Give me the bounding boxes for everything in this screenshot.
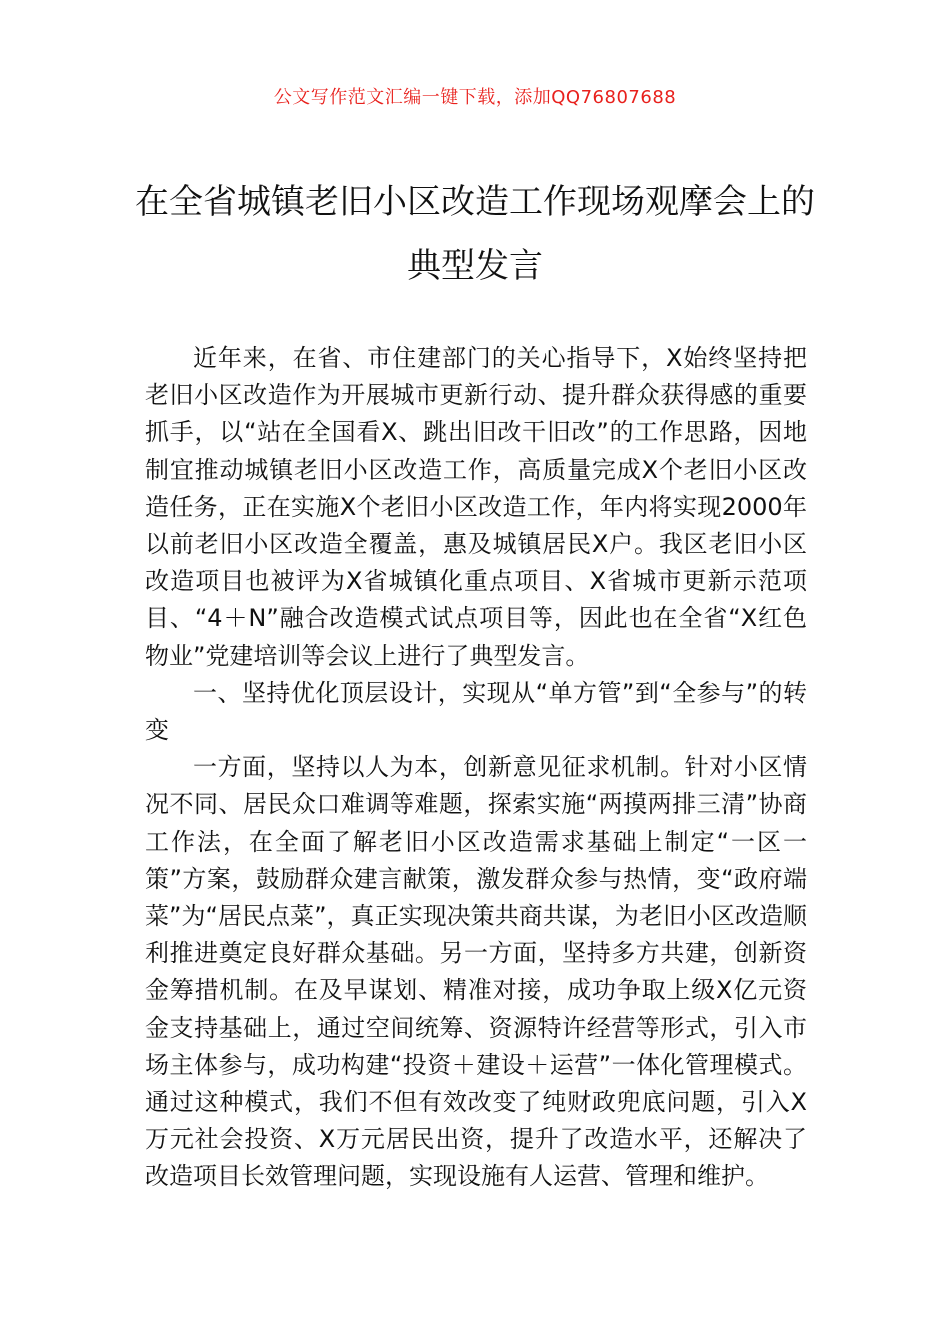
paragraph-section-1: 一方面，坚持以人为本，创新意见征求机制。针对小区情况不同、居民众口难调等难题，探索实施“两摸两排三清”协商工作法，在全面了解老旧小区改造需求基础上制定“一区一策”方案，鼓励群众建言献策，激发群众参与热情，变“政府端菜”为“居民点菜”，真正实现决策共商共谋，为老旧小区改造顺利推进奠定良好群众基础。另一方面，坚持多方共建，创新资金筹措机制。在及早谋划、精准对接，成功争取上级X亿元资金支持基础上，通过空间统筹、资源特许经营等形式，引入市场主体参与，成功构建“投资＋建设＋运营”一体化管理模式。通过这种模式，我们不但有效改变了纯财政兜底问题，引入X万元社会投资、X万元居民出资，提升了改造水平，还解决了改造项目长效管理问题，实现设施有人运营、管理和维护。 xyxy=(145,753,807,1191)
document-body xyxy=(145,340,807,1196)
paragraph-intro: 近年来，在省、市住建部门的关心指导下，X始终坚持把老旧小区改造作为开展城市更新行动、提升群众获得感的重要抓手，以“站在全国看X、跳出旧改干旧改”的工作思路，因地制宜推动城镇老旧小区改造工作，高质量完成X个老旧小区改造任务，正在实施X个老旧小区改造工作，年内将实现2000年以前老旧小区改造全覆盖，惠及城镇居民X户。我区老旧小区改造项目也被评为X省城镇化重点项目、X省城市更新示范项目、“4＋N”融合改造模式试点项目等，因此也在全省“X红色物业”党建培训等会议上进行了典型发言。 xyxy=(145,344,807,670)
page-title: 在全省城镇老旧小区改造工作现场观摩会上的典型发言 xyxy=(135,182,815,286)
header-banner: 公文写作范文汇编一键下载，添加QQ76807688 xyxy=(273,87,677,108)
section-heading-1: 一、坚持优化顶层设计，实现从“单方管”到“全参与”的转变 xyxy=(145,678,807,745)
